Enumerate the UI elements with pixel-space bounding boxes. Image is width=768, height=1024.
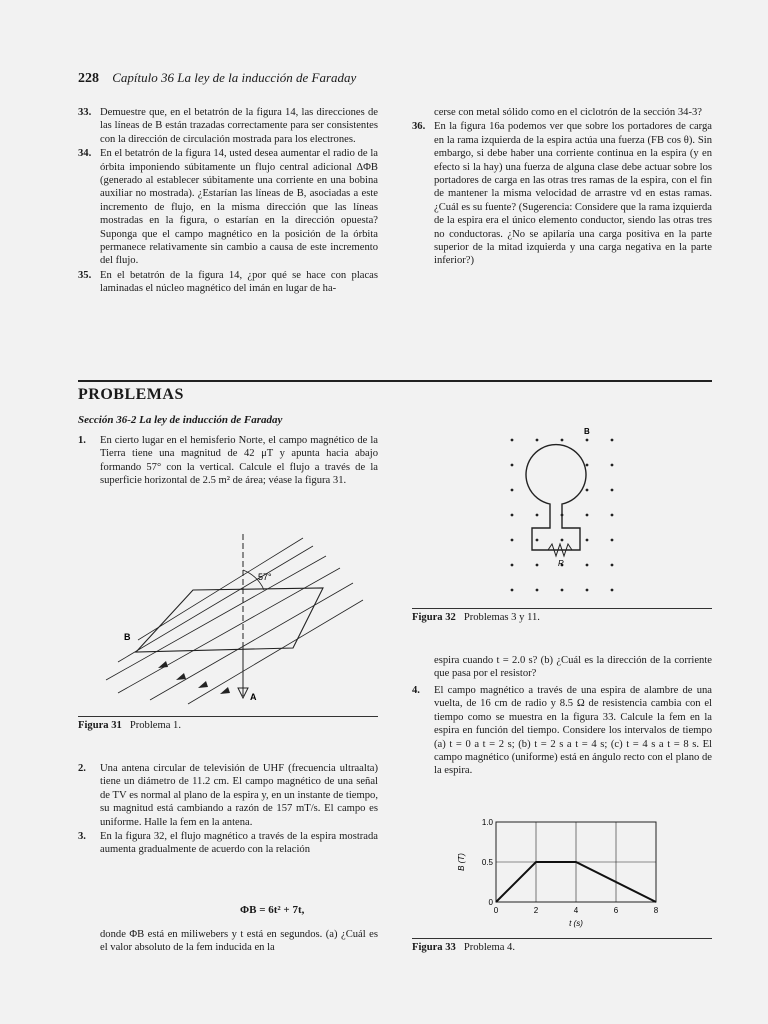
fig31-rule <box>78 716 378 717</box>
field-dot <box>586 439 589 442</box>
figure-33-chart <box>450 812 670 934</box>
y-axis-label: B (T) <box>457 853 466 871</box>
x-axis-label: t (s) <box>569 919 583 928</box>
problem-4-block <box>412 684 712 779</box>
questions-left-column <box>78 106 378 297</box>
field-dot <box>586 464 589 467</box>
field-dot <box>536 564 539 567</box>
field-dot <box>511 589 514 592</box>
field-dot <box>611 589 614 592</box>
problems-2-3-block <box>78 762 378 858</box>
problem-4: 4. El campo magnético a través de una espira de alambre de una vuelta, de 16 cm de radio y 8.5 Ω de resistencia cambia con el tiempo como se muestra en la figura 33. Calcule la fem en la espira en función del tiempo. Considere los intervalos de tiempo (a) t = 0 a t = 2 s; (b) t = 2 s a t = 4 s; (c) t = 4 s a t = 8 s. El campo magnético (uniforme) está en ángulo recto con el plano de la espira. <box>412 685 712 777</box>
figure-31-caption: Figura 31 Problema 1. <box>78 720 182 731</box>
field-dot <box>611 514 614 517</box>
field-dot <box>611 464 614 467</box>
section-heading: Sección 36-2 La ley de inducción de Faraday <box>78 414 283 426</box>
problems-heading: PROBLEMAS <box>78 386 184 403</box>
field-dot <box>586 539 589 542</box>
y-tick-label: 1.0 <box>481 818 493 827</box>
question-35: 35. En el betatrón de la figura 14, ¿por qué se hace con placas laminadas el núcleo magnético del imán en lugar de ha- <box>78 269 378 295</box>
field-dot <box>536 539 539 542</box>
x-tick-label: 8 <box>653 906 659 915</box>
field-dot <box>611 489 614 492</box>
figure-32-caption: Figura 32 Problemas 3 y 11. <box>412 612 540 623</box>
field-dot <box>611 564 614 567</box>
field-dot <box>561 439 564 442</box>
field-dot <box>586 564 589 567</box>
field-dot <box>536 589 539 592</box>
field-dot <box>511 464 514 467</box>
x-tick-label: 6 <box>613 906 619 915</box>
field-dot <box>586 589 589 592</box>
questions-right-column <box>412 106 712 269</box>
field-dot <box>536 439 539 442</box>
field-dot <box>511 489 514 492</box>
field-dot <box>611 539 614 542</box>
flux-equation: ΦB = 6t² + 7t, <box>240 904 305 916</box>
fig32-label-B: B <box>584 427 590 436</box>
y-tick-label: 0.5 <box>481 858 493 867</box>
field-dot <box>561 539 564 542</box>
figure-33-caption: Figura 33 Problema 4. <box>412 942 516 953</box>
x-tick-label: 2 <box>533 906 539 915</box>
x-tick-label: 4 <box>573 906 579 915</box>
field-dot <box>586 514 589 517</box>
figure-32 <box>500 424 630 604</box>
field-dot <box>511 539 514 542</box>
section-divider <box>78 380 712 382</box>
y-tick-label: 0 <box>488 898 493 907</box>
question-36: 36. En la figura 16a podemos ver que sobre los portadores de carga en la rama izquierda de la espira actúa una fuerza (FB cos θ). Sin embargo, si debe haber una corriente continua en la espira (y en efecto si la hay) una fuerza de alguna clase debe actuar sobre los portadores de carga en las otras tres ramas de la espira, con el fin de mantener la misma velocidad de arrastre vd en estas ramas. ¿Cuál es su fuente? (Sugerencia: Considere que la rama izquierda de la espira era el único elemento conductor, siendo las otras tres no conductoras. ¿No se apilaría una carga positiva en la parte superior de la mitad izquierda y una carga negativa en la parte inferior?) <box>412 121 712 267</box>
field-dot <box>511 439 514 442</box>
fig32-rule <box>412 608 712 609</box>
field-dot <box>536 514 539 517</box>
question-33: 33. Demuestre que, en el betatrón de la figura 14, las direcciones de las líneas de B están trazadas correctamente para ser consistentes con la dirección de circulación mostrada para los electrones. <box>78 107 378 145</box>
fig33-rule <box>412 938 712 939</box>
chapter-title: Capítulo 36 La ley de la inducción de Faraday <box>112 70 357 85</box>
x-tick-label: 0 <box>493 906 499 915</box>
problem-3-end: espira cuando t = 2.0 s? (b) ¿Cuál es la dirección de la corriente que pasa por el resistor? <box>434 655 712 680</box>
problem-2: 2. Una antena circular de televisión de UHF (frecuencia ultraalta) tiene un diámetro de 11.2 cm. El campo magnético de una señal de TV es normal al plano de la espira y, en un instante de tiempo, su magnitud está cambiando a razón de 157 mT/s. El campo es uniforme. Halle la fem en la antena. <box>78 763 378 828</box>
field-dot <box>561 589 564 592</box>
fig32-label-R: R <box>558 559 564 568</box>
label-A: A <box>250 692 257 702</box>
question-35-continued: cerse con metal sólido como en el ciclotrón de la sección 34-3? <box>434 107 702 118</box>
problem-3-continued: donde ΦB está en miliwebers y t está en segundos. (a) ¿Cuál es el valor absoluto de la fem inducida en la <box>100 929 378 954</box>
field-dot <box>611 439 614 442</box>
label-B: B <box>124 632 131 642</box>
angle-label: 57° <box>258 572 272 582</box>
page-number: 228 <box>78 71 99 86</box>
field-dot <box>511 514 514 517</box>
field-dot <box>511 564 514 567</box>
problem-1: 1. En cierto lugar en el hemisferio Norte, el campo magnético de la Tierra tiene una magnitud de 42 μT y apunta hacia abajo formando 57° con la vertical. Calcule el flujo a través de la superficie horizontal de 2.5 m² de área; véase la figura 31. <box>78 435 378 487</box>
problem-1-block <box>78 434 378 489</box>
question-34: 34. En el betatrón de la figura 14, usted desea aumentar el radio de la órbita imponiendo súbitamente un flujo central adicional ΔΦB (generado al establecer súbitamente una corriente en una bobina auxiliar no mostrada). ¿Estarían las líneas de B, asociadas a este incremento de flujo, en la misma dirección que las líneas mostradas en la figura, o estarían en la dirección opuesta? Suponga que el campo magnético en la posición de la órbita permanece relativamente sin cambio a causa de este incremento del flujo. <box>78 148 378 267</box>
problem-3: 3. En la figura 32, el flujo magnético a través de la espira mostrada aumenta gradualmente de acuerdo con la relación <box>78 831 378 856</box>
figure-31 <box>78 528 378 710</box>
field-dot <box>586 489 589 492</box>
page-header <box>78 70 356 87</box>
